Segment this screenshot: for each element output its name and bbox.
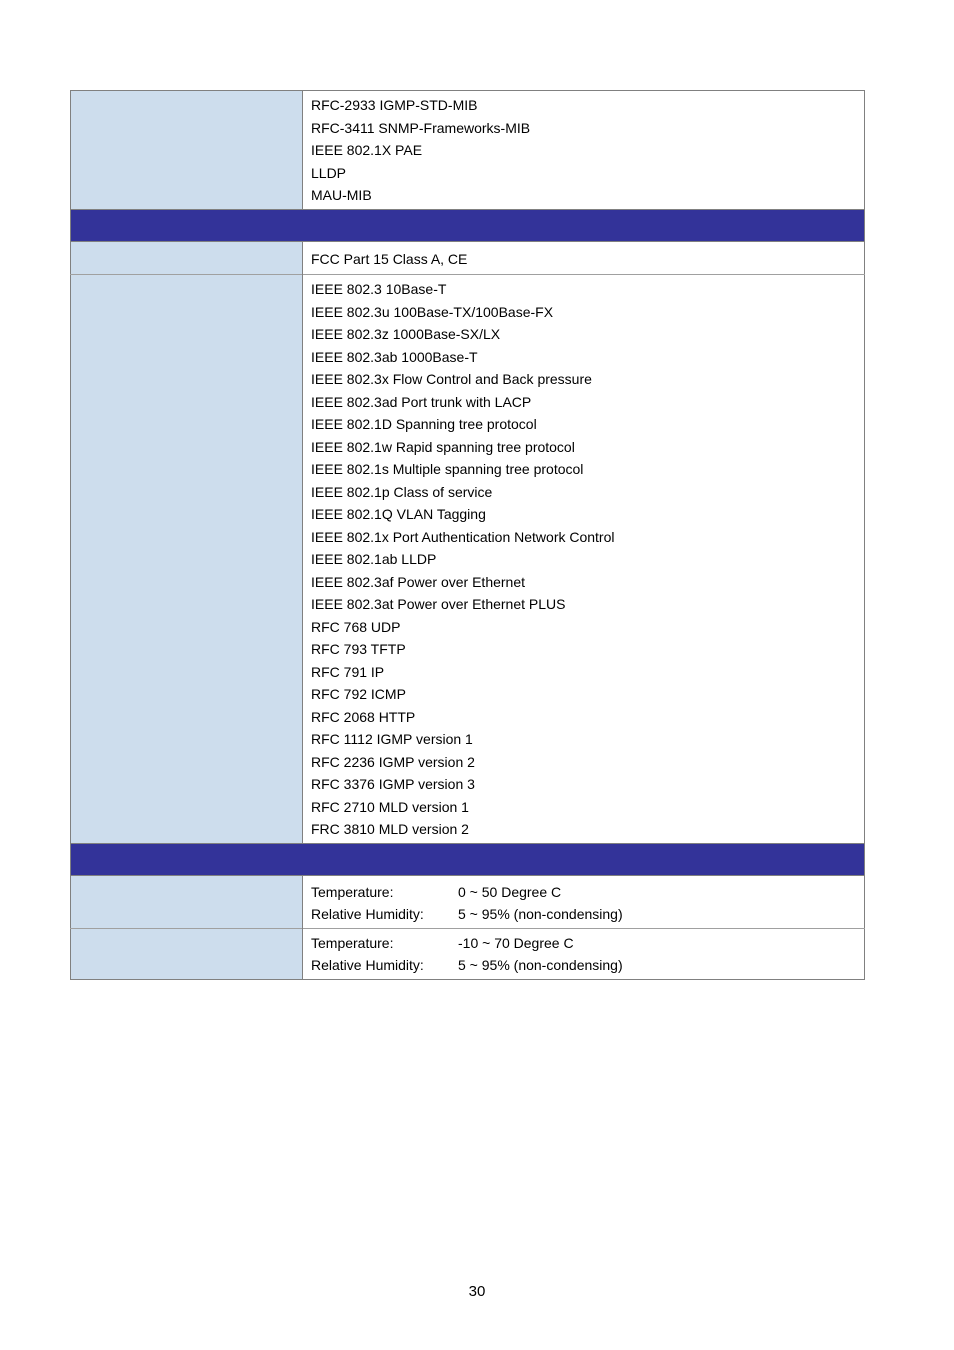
operating-value-cell xyxy=(303,875,865,928)
mib-item: RFC-2933 IGMP-STD-MIB xyxy=(311,97,478,113)
operating-temperature xyxy=(311,881,864,904)
standard-item: IEEE 802.3x Flow Control and Back pressure xyxy=(311,371,592,387)
emc-label-cell xyxy=(71,241,303,275)
standard-item: IEEE 802.1p Class of service xyxy=(311,483,493,500)
standard-item: RFC 792 ICMP xyxy=(311,686,406,702)
storage-row xyxy=(71,928,865,979)
standard-item: IEEE 802.1w Rapid spanning tree protocol xyxy=(311,438,575,455)
mib-item: MAU-MIB xyxy=(311,187,372,203)
standard-item: IEEE 802.1s Multiple spanning tree protocol xyxy=(311,461,584,477)
page-number: 30 xyxy=(468,1283,486,1300)
operating-row xyxy=(71,875,865,928)
temperature-label: Temperature: xyxy=(311,934,394,951)
standard-item: RFC 1112 IGMP version 1 xyxy=(311,731,473,747)
humidity-value: 5 ~ 95% (non-condensing) xyxy=(458,906,623,922)
humidity-value: 5 ~ 95% (non-condensing) xyxy=(458,957,623,973)
operating-humidity xyxy=(311,903,864,926)
emc-value-cell xyxy=(303,241,865,275)
standard-item: RFC 791 IP xyxy=(311,663,385,680)
standard-item: IEEE 802.3af Power over Ethernet xyxy=(311,573,526,590)
standard-item: IEEE 802.3z 1000Base-SX/LX xyxy=(311,326,501,342)
standard-item: RFC 2236 IGMP version 2 xyxy=(311,753,475,770)
specification-table xyxy=(70,90,865,980)
standard-item: FRC 3810 MLD version 2 xyxy=(311,821,469,837)
standard-item: IEEE 802.1ab LLDP xyxy=(311,551,437,567)
mib-item: IEEE 802.1X PAE xyxy=(311,142,423,158)
standard-item: IEEE 802.3 10Base-T xyxy=(311,281,447,297)
section-header-environment xyxy=(71,843,865,875)
standard-item: IEEE 802.3ab 1000Base-T xyxy=(311,348,478,365)
standard-item: IEEE 802.3at Power over Ethernet PLUS xyxy=(311,596,566,612)
storage-label-cell xyxy=(71,928,303,979)
standard-item: IEEE 802.3u 100Base-TX/100Base-FX xyxy=(311,303,554,320)
section-header-standards xyxy=(71,209,865,241)
standard-item: RFC 768 UDP xyxy=(311,618,401,635)
standard-item: RFC 2710 MLD version 1 xyxy=(311,798,469,815)
humidity-label: Relative Humidity: xyxy=(311,906,424,922)
temperature-value: -10 ~ 70 Degree C xyxy=(458,934,574,951)
humidity-label: Relative Humidity: xyxy=(311,957,424,973)
standard-item: IEEE 802.1x Port Authentication Network Control xyxy=(311,528,615,545)
temperature-value: 0 ~ 50 Degree C xyxy=(458,883,562,900)
mib-row xyxy=(71,91,865,210)
temperature-label: Temperature: xyxy=(311,883,394,900)
standard-item: IEEE 802.1D Spanning tree protocol xyxy=(311,416,537,432)
section-header-bar xyxy=(71,843,865,875)
standard-item: IEEE 802.1Q VLAN Tagging xyxy=(311,506,486,522)
standards-row xyxy=(71,275,865,844)
mib-label-cell xyxy=(71,91,303,210)
standard-item: RFC 3376 IGMP version 3 xyxy=(311,776,475,792)
standard-item: RFC 2068 HTTP xyxy=(311,708,416,725)
standards-value-cell xyxy=(303,275,865,844)
standards-label-cell xyxy=(71,275,303,844)
standard-item: IEEE 802.3ad Port trunk with LACP xyxy=(311,393,532,410)
operating-label-cell xyxy=(71,875,303,928)
standard-item: RFC 793 TFTP xyxy=(311,641,406,657)
mib-item: RFC-3411 SNMP-Frameworks-MIB xyxy=(311,119,531,136)
emc-value: FCC Part 15 Class A, CE xyxy=(311,250,468,267)
mib-item: LLDP xyxy=(311,164,347,181)
storage-value-cell xyxy=(303,928,865,979)
emc-row xyxy=(71,241,865,275)
mib-value-cell xyxy=(303,91,865,210)
storage-humidity xyxy=(311,954,864,977)
storage-temperature xyxy=(311,932,864,955)
section-header-bar xyxy=(71,209,865,241)
